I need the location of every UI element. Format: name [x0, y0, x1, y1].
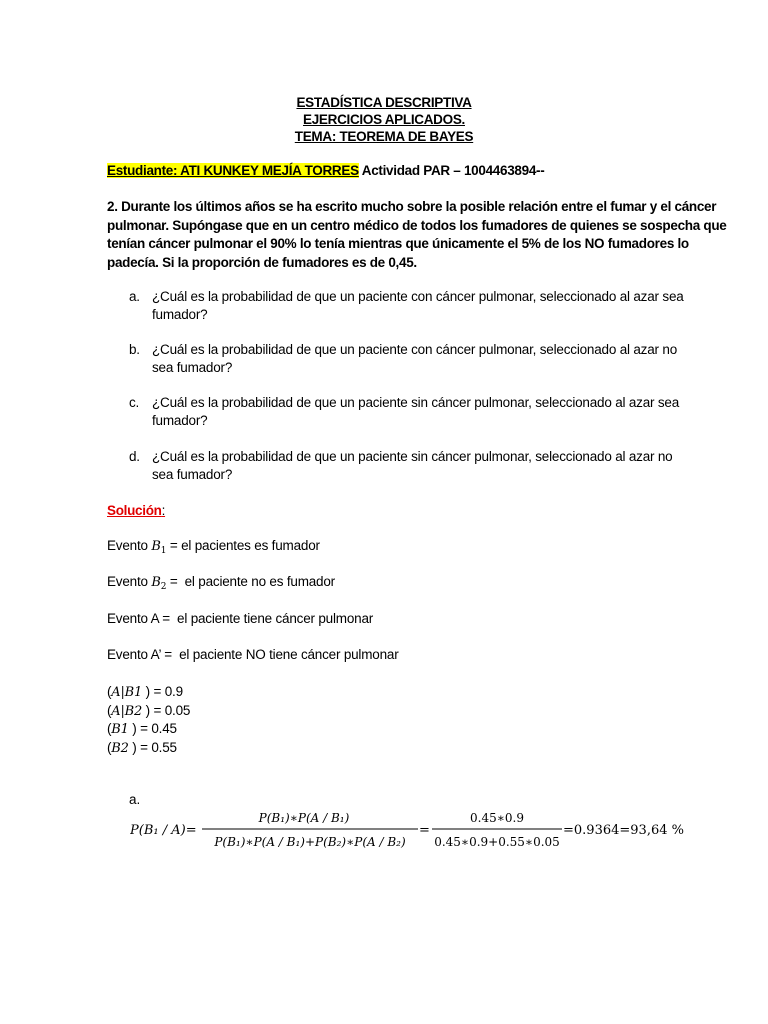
question-text: ¿Cuál es la probabilidad de que un paciente con cáncer pulmonar, seleccionado al azar no: [152, 342, 678, 357]
title-line-2: EJERCICIOS APLICADOS.: [303, 112, 465, 127]
event-symbol: B: [151, 575, 161, 590]
problem-line: tenían cáncer pulmonar el 90% lo tenía mientras que únicamente el 5% de los NO fumadores lo: [107, 236, 689, 252]
probability-symbol: B1: [111, 722, 129, 737]
solution-label: Solución: [107, 503, 162, 518]
question-letter: c.: [129, 395, 140, 410]
event-description: = el paciente no es fumador: [166, 574, 335, 589]
student-name: Estudiante: ATI KUNKEY MEJÍA TORRES: [107, 163, 359, 178]
question-text: ¿Cuál es la probabilidad de que un paciente sin cáncer pulmonar, seleccionado al azar no: [152, 449, 673, 464]
problem-statement: [107, 198, 727, 272]
probability-line: (A|B1 ) = 0.9: [107, 684, 183, 700]
problem-line: 2. Durante los últimos años se ha escrito mucho sobre la posible relación entre el fumar y el cáncer: [107, 199, 717, 214]
question-text: sea fumador?: [152, 359, 233, 375]
event-b2: [107, 574, 335, 592]
problem-line: pulmonar. Supóngase que en un centro médico de todos los fumadores de quienes se sospecha que: [107, 217, 727, 233]
problem-line: padecía. Si la proporción de fumadores es de 0,45.: [107, 254, 417, 270]
event-subscript: 1: [160, 546, 167, 556]
probability-symbol: A|B2: [111, 703, 143, 719]
question-text: sea fumador?: [152, 466, 233, 482]
question-text: fumador?: [152, 412, 208, 428]
question-letter: a.: [129, 289, 140, 304]
question-text: fumador?: [152, 306, 208, 322]
event-description: = el pacientes es fumador: [166, 538, 320, 553]
formula-denominator-values: 0.45∗0.9+0.55∗0.05: [434, 835, 560, 849]
formula-equals: =: [419, 823, 430, 838]
probability-line: (B2 ) = 0.55: [107, 739, 177, 756]
event-subscript: 2: [160, 582, 167, 592]
student-line: [107, 163, 544, 178]
activity-code: Actividad PAR – 1004463894--: [358, 163, 545, 178]
question-text: ¿Cuál es la probabilidad de que un paciente con cáncer pulmonar, seleccionado al azar sea: [152, 289, 684, 304]
formula-result: =0.9364=93,64 %: [563, 823, 684, 838]
event-prefix: Evento: [107, 574, 152, 589]
formula-denominator: P(B₁)∗P(A / B₁)+P(B₂)∗P(A / B₂): [214, 835, 406, 849]
title-line-1: ESTADÍSTICA DESCRIPTIVA: [296, 95, 472, 110]
solution-colon: :: [161, 503, 166, 518]
event-prefix: Evento: [107, 538, 152, 553]
formula-numerator: P(B₁)∗P(A / B₁): [258, 811, 350, 825]
title-line-3: TEMA: TEOREMA DE BAYES: [294, 129, 474, 144]
document-title: [0, 94, 768, 145]
probability-symbol: A|B1: [111, 685, 143, 700]
question-letter: d.: [129, 449, 140, 464]
probability-line: (B1 ) = 0.45: [107, 721, 177, 737]
formula-numerator-values: 0.45∗0.9: [470, 811, 524, 825]
question-text: ¿Cuál es la probabilidad de que un paciente sin cáncer pulmonar, seleccionado al azar sea: [152, 395, 680, 410]
formula-svg: [130, 806, 690, 856]
event-symbol: B: [151, 539, 161, 554]
question-letter: b.: [129, 342, 140, 357]
given-probabilities: [107, 683, 190, 757]
event-a: Evento A = el paciente tiene cáncer pulmonar: [107, 611, 374, 626]
part-a-label: a.: [129, 792, 141, 807]
probability-symbol: B2: [111, 740, 129, 756]
solution-heading: [107, 503, 165, 518]
event-a-prime: Evento A’ = el paciente NO tiene cáncer pulmonar: [107, 647, 399, 662]
event-b1: [107, 538, 320, 556]
formula-lhs: P(B₁ / A)=: [130, 823, 197, 838]
probability-line: (A|B2 ) = 0.05: [107, 702, 191, 719]
bayes-formula: [130, 806, 690, 856]
